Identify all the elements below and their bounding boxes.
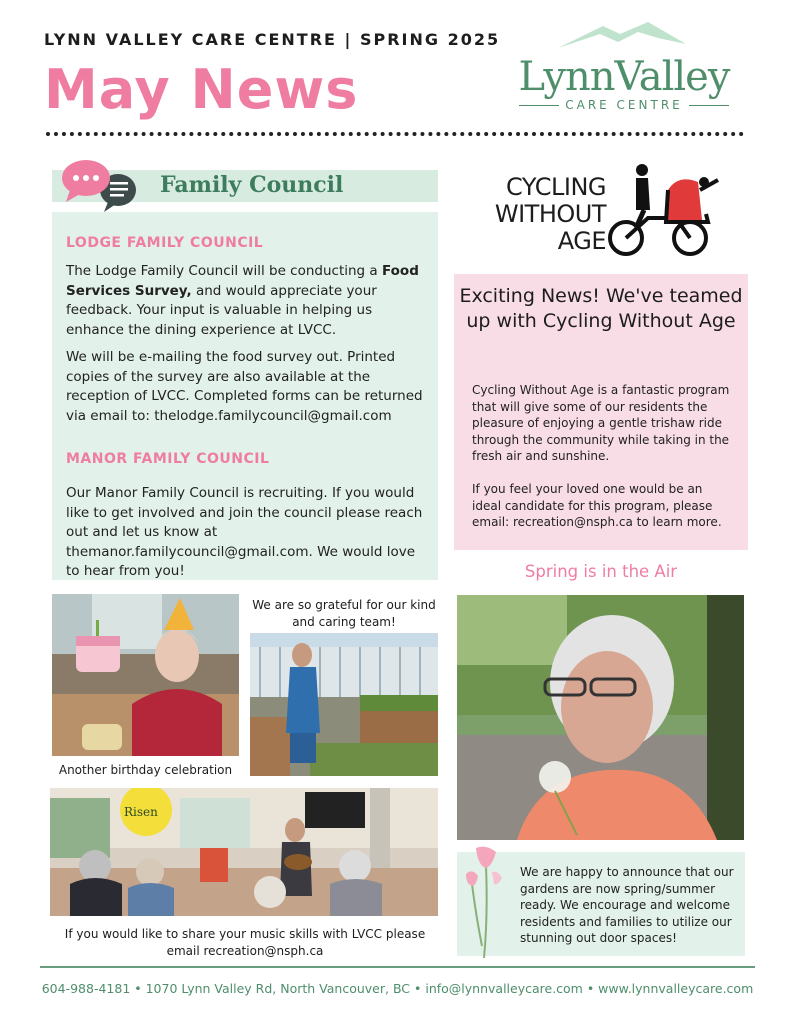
music-session-photo <box>50 788 438 916</box>
tulip-flower-icon <box>462 846 508 960</box>
lodge-paragraph-1 <box>66 262 428 340</box>
logo-wordmark: LynnValley <box>518 54 730 100</box>
food-survey-bold: Food Services Survey, <box>66 263 419 299</box>
chat-bubbles-icon <box>58 156 140 214</box>
team-photo <box>250 633 438 776</box>
newsletter-edition-line: LYNN VALLEY CARE CENTRE | SPRING 2025 <box>44 30 501 49</box>
music-caption: If you would like to share your music skills with LVCC please email recreation@nsph.ca <box>64 927 426 958</box>
birthday-caption: Another birthday celebration <box>58 763 233 777</box>
cycling-headline: Exciting News! We've teamed up with Cycling Without Age <box>459 285 743 332</box>
manor-paragraph: Our Manor Family Council is recruiting. If you would like to get involved and join the council please reach out and let us know at themanor.familycouncil@gmail.com. We would love to hear from you! <box>66 485 423 579</box>
lodge-p1-text: The Lodge Family Council will be conducting a <box>66 263 382 279</box>
cycling-paragraph-2: If you feel your loved one would be an ideal candidate for this program, please email: recreation@nsph.ca to learn more. <box>472 482 722 529</box>
lodge-paragraph-2: We will be e-mailing the food survey out. Printed copies of the survey are also available at the reception of LVCC. Completed forms can be returned via email to: thelodge.familycouncil@gmail.com <box>66 349 423 424</box>
footer-contact: 604-988-4181 • 1070 Lynn Valley Rd, North Vancouver, BC • info@lynnvalleycare.com • www.lynnvalleycare.com <box>41 981 754 996</box>
balloon-label: Risen <box>124 805 158 819</box>
lynn-valley-logo <box>508 20 740 116</box>
footer-divider <box>40 966 755 968</box>
garden-announcement-text: We are happy to announce that our gardens are now spring/summer ready. We encourage and welcome residents and families to utilize our stunning out door spaces! <box>520 865 734 945</box>
birthday-photo <box>52 594 239 756</box>
trishaw-bike-icon <box>606 162 726 258</box>
family-council-title: Family Council <box>160 172 344 198</box>
spring-section-title: Spring is in the Air <box>524 562 678 581</box>
team-caption: We are so grateful for our kind and caring team! <box>252 598 436 629</box>
page-title: May News <box>44 58 359 121</box>
lodge-p1-text-end: and would appreciate your feedback. Your input is valuable in helping us enhance the dining experience at LVCC. <box>66 282 377 338</box>
cycling-without-age-logo-text: CYCLING WITHOUT AGE <box>494 173 606 255</box>
dotted-divider <box>46 132 744 136</box>
lodge-council-heading: LODGE FAMILY COUNCIL <box>66 235 264 251</box>
cycling-paragraph-1: Cycling Without Age is a fantastic program that will give some of our residents the pleasure of enjoying a gentle trishaw ride through the community while taking in the fresh air and sunshine. <box>472 383 730 463</box>
manor-council-heading: MANOR FAMILY COUNCIL <box>66 451 270 467</box>
dandelion-photo <box>457 595 744 840</box>
logo-subtitle: CARE CENTRE <box>508 98 740 112</box>
